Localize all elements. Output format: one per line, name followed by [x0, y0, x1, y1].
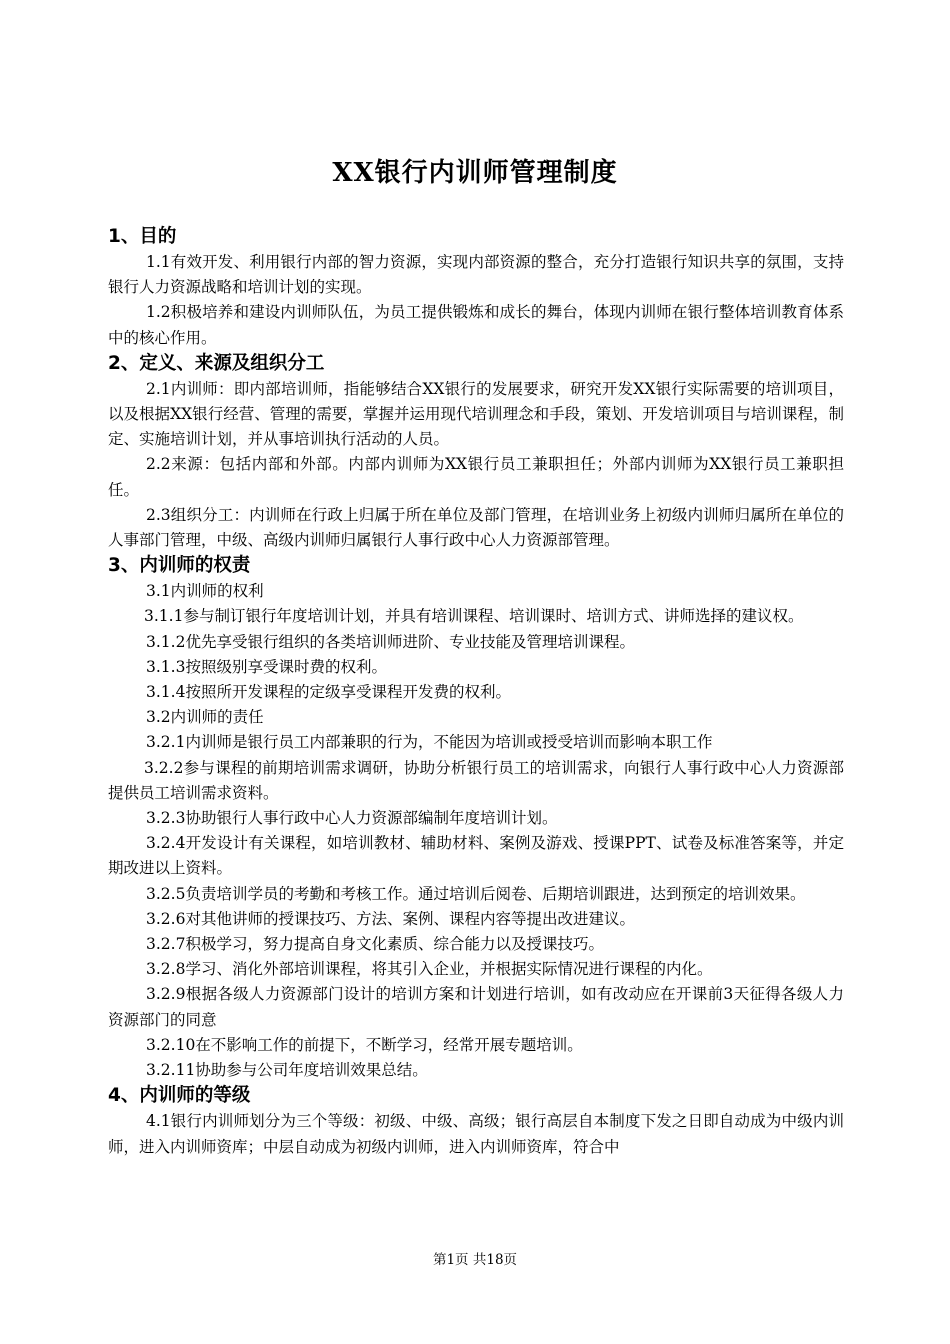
paragraph: 3.2.10在不影响工作的前提下，不断学习，经常开展专题培训。	[146, 1035, 583, 1054]
paragraph: 3.2.7积极学习，努力提高自身文化素质、综合能力以及授课技巧。	[146, 935, 604, 954]
paragraph: 3.2.6对其他讲师的授课技巧、方法、案例、课程内容等提出改进建议。	[146, 909, 635, 928]
paragraph: 3.1内训师的权利	[146, 582, 264, 601]
paragraph: 3.2.8学习、消化外部培训课程，将其引入企业，并根据实际情况进行课程的内化。	[146, 960, 713, 979]
section-heading: 4、内训师的等级	[108, 1085, 251, 1107]
section-heading: 2、定义、来源及组织分工	[108, 352, 325, 374]
paragraph: 3.1.1参与制订银行年度培训计划，并具有培训课程、培训课时、培训方式、讲师选择的建议权。	[144, 607, 804, 626]
paragraph: 2.3组织分工：内训师在行政上归属于所在单位及部门管理，在培训业务上初级内训师归属所在单位的人事部门管理，中级、高级内训师归属银行人事行政中心人力资源部管理。	[108, 505, 844, 550]
section-heading: 3、内训师的权责	[108, 555, 251, 577]
paragraph: 3.2.5负责培训学员的考勤和考核工作。通过培训后阅卷、后期培训跟进，达到预定的培训效果。	[146, 884, 806, 903]
paragraph: 3.1.4按照所开发课程的定级享受课程开发费的权利。	[146, 683, 511, 702]
page-title: XX银行内训师管理制度	[332, 158, 618, 188]
paragraph: 1.2积极培养和建设内训师队伍，为员工提供锻炼和成长的舞台，体现内训师在银行整体培训教育体系中的核心作用。	[108, 303, 844, 347]
paragraph: 3.2.1内训师是银行员工内部兼职的行为，不能因为培训或授受培训而影响本职工作	[146, 733, 713, 752]
paragraph: 3.2.3协助银行人事行政中心人力资源部编制年度培训计划。	[146, 809, 558, 828]
page-footer: 第1页 共18页	[432, 1252, 518, 1268]
paragraph: 3.2.2参与课程的前期培训需求调研，协助分析银行员工的培训需求，向银行人事行政中心人力资源部提供员工培训需求资料。	[108, 758, 844, 802]
paragraph: 3.2内训师的责任	[146, 708, 264, 727]
paragraph: 3.2.4开发设计有关课程，如培训教材、辅助材料、案例及游戏、授课PPT、试卷及标准答案等，并定期改进以上资料。	[108, 834, 844, 878]
paragraph: 3.2.11协助参与公司年度培训效果总结。	[146, 1061, 428, 1080]
paragraph: 3.1.2优先享受银行组织的各类培训师进阶、专业技能及管理培训课程。	[146, 632, 635, 651]
paragraph: 3.2.9根据各级人力资源部门设计的培训方案和计划进行培训，如有改动应在开课前3天征得各级人力资源部门的同意	[108, 985, 844, 1029]
paragraph: 2.2来源：包括内部和外部。内部内训师为XX银行员工兼职担任；外部内训师为XX银行员工兼职担任。	[108, 455, 844, 499]
paragraph: 2.1内训师：即内部培训师，指能够结合XX银行的发展要求，研究开发XX银行实际需要的培训项目，以及根据XX银行经营、管理的需要，掌握并运用现代培训理念和手段，策划、开发培训项目与培训课程，制定、实施培训计划，并从事培训执行活动的人员。	[108, 379, 844, 449]
document-body	[108, 224, 844, 1160]
paragraph: 3.1.3按照级别享受课时费的权利。	[146, 657, 387, 676]
section-heading: 1、目的	[108, 226, 177, 247]
paragraph: 4.1银行内训师划分为三个等级：初级、中级、高级；银行高层自本制度下发之日即自动成为中级内训师，进入内训师资库；中层自动成为初级内训师，进入内训师资库，符合中	[108, 1112, 844, 1156]
paragraph: 1.1有效开发、利用银行内部的智力资源，实现内部资源的整合，充分打造银行知识共享的氛围，支持银行人力资源战略和培训计划的实现。	[108, 253, 844, 297]
